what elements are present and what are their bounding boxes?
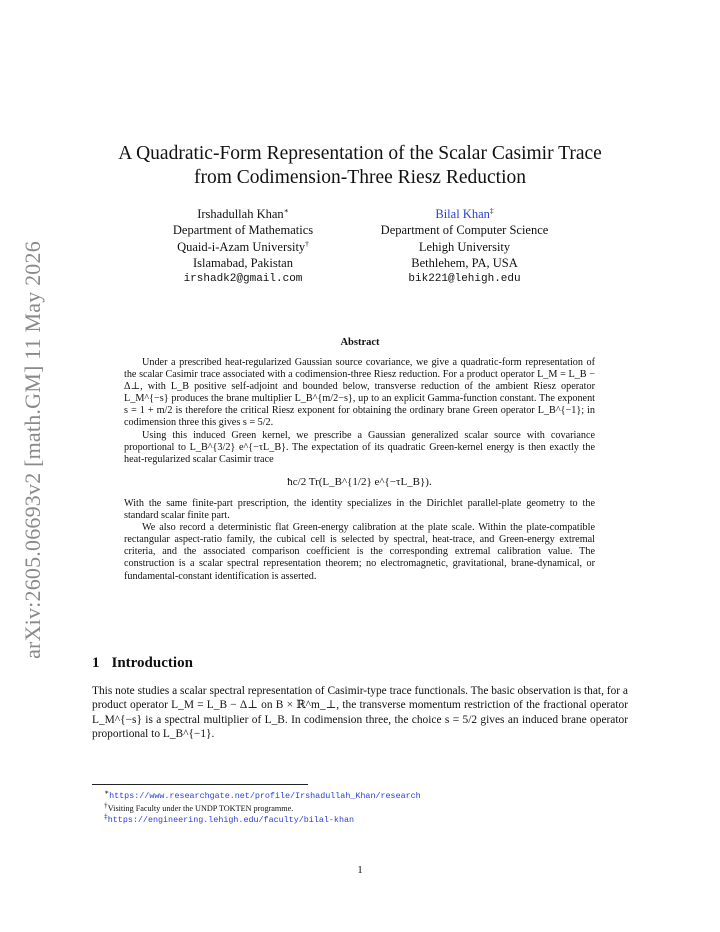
author-location: Islamabad, Pakistan — [193, 255, 293, 270]
section-title: Introduction — [111, 655, 193, 671]
author-email[interactable]: bik221@lehigh.edu — [408, 273, 521, 286]
footnote-2 — [104, 799, 421, 815]
intro-paragraph: This note studies a scalar spectral representation of Casimir-type trace functionals. The basic observation is that, for a product operator L_M = L_B − Δ⊥ on B × ℝ^m_⊥, the transverse momentum restriction of the fractional operator L_M^{−s} is a spectral multiplier of L_B. In codimension three, the choice s = 5/2 gives an induced brane operator proportional to L_B^{−1}. — [92, 685, 628, 740]
abstract-equation — [124, 476, 595, 488]
author-university: Quaid-i-Azam University — [177, 239, 306, 254]
abstract-body — [124, 357, 595, 583]
page-number: 1 — [357, 864, 363, 876]
introduction-body — [92, 684, 628, 741]
footnote-mark: ‡ — [104, 811, 108, 821]
author-email[interactable]: irshadk2@gmail.com — [183, 273, 303, 286]
title-line-1: A Quadratic-Form Representation of the Scalar Casimir Trace — [118, 143, 602, 164]
footnote-mark: ∗ — [104, 787, 110, 797]
footnote-text: Visiting Faculty under the UNDP TOKTEN programme. — [107, 803, 294, 813]
abstract-paragraph-3: With the same finite-part prescription, the identity specializes in the Dirichlet parallel-plate geometry to the standard scalar finite part. — [124, 497, 595, 522]
footnote-mark: † — [104, 799, 108, 809]
footnote-3 — [104, 811, 421, 827]
footnote-link[interactable]: https://engineering.lehigh.edu/faculty/bilal-khan — [107, 815, 355, 825]
university-footnote-mark: † — [305, 238, 309, 248]
author-department: Department of Computer Science — [380, 223, 549, 238]
section-heading — [92, 655, 193, 672]
arxiv-stamp — [8, 240, 58, 660]
author-name-link[interactable]: Bilal Khan — [435, 207, 490, 221]
footnotes — [104, 787, 421, 827]
title-line-2: from Codimension-Three Riesz Reduction — [194, 167, 526, 188]
footnote-rule — [92, 784, 308, 785]
section-number: 1 — [92, 655, 100, 671]
author-block-1 — [138, 206, 348, 287]
author-footnote-mark: ∗ — [283, 205, 289, 215]
equation-text: ħc/2 Tr(L_B^{1/2} e^{−τL_B}). — [287, 475, 432, 488]
author-location: Bethlehem, PA, USA — [411, 255, 518, 270]
abstract-paragraph-2: Using this induced Green kernel, we prescribe a Gaussian generalized scalar source with covariance proportional to L_B^{3/2} e^{−τL_B}. The expectation of its quadratic Green-kernel energy is then exactly the heat-regularized scalar Casimir trace — [124, 429, 595, 465]
author-block-2 — [352, 206, 577, 287]
author-footnote-mark: ‡ — [489, 205, 494, 215]
paper-title — [92, 142, 628, 190]
abstract-paragraph-4: We also record a deterministic flat Green-energy calibration at the plate scale. Within the plate-compatible rectangular aspect-ratio family, the cubical cell is selected by spectral, heat-trace, and Green-energy extremal criteria, and the associated comparison coefficient is the corresponding extremal calibration value. The construction is a scalar spectral representation theorem; no electromagnetic, gravitational, brane-dynamical, or fundamental-constant identification is asserted. — [124, 522, 595, 582]
author-department: Department of Mathematics — [172, 223, 314, 238]
abstract-paragraph-1: Under a prescribed heat-regularized Gaussian source covariance, we give a quadratic-form representation of the scalar Casimir trace associated with a codimension-three Riesz reduction. For a product operator L_M = L_B − Δ⊥, with L_B positive self-adjoint and bounded below, transverse reduction of the ambient Riesz operator L_M^{−s} produces the brane multiplier L_B^{m/2−s}, up to an explicit Gamma-function constant. The exponent s = 1 + m/2 is therefore the critical Riesz exponent for obtaining the ordinary brane Green operator L_B^{−1}; in codimension three this gives s = 5/2. — [124, 357, 595, 429]
arxiv-identifier: arXiv:2605.06693v2 [math.GM] 11 May 2026 — [20, 241, 45, 659]
footnote-link[interactable]: https://www.researchgate.net/profile/Irshadullah_Khan/research — [109, 791, 421, 801]
author-name: Irshadullah Khan — [197, 207, 284, 221]
abstract-heading: Abstract — [340, 337, 380, 348]
footnote-1 — [104, 787, 421, 803]
author-university: Lehigh University — [418, 239, 511, 254]
